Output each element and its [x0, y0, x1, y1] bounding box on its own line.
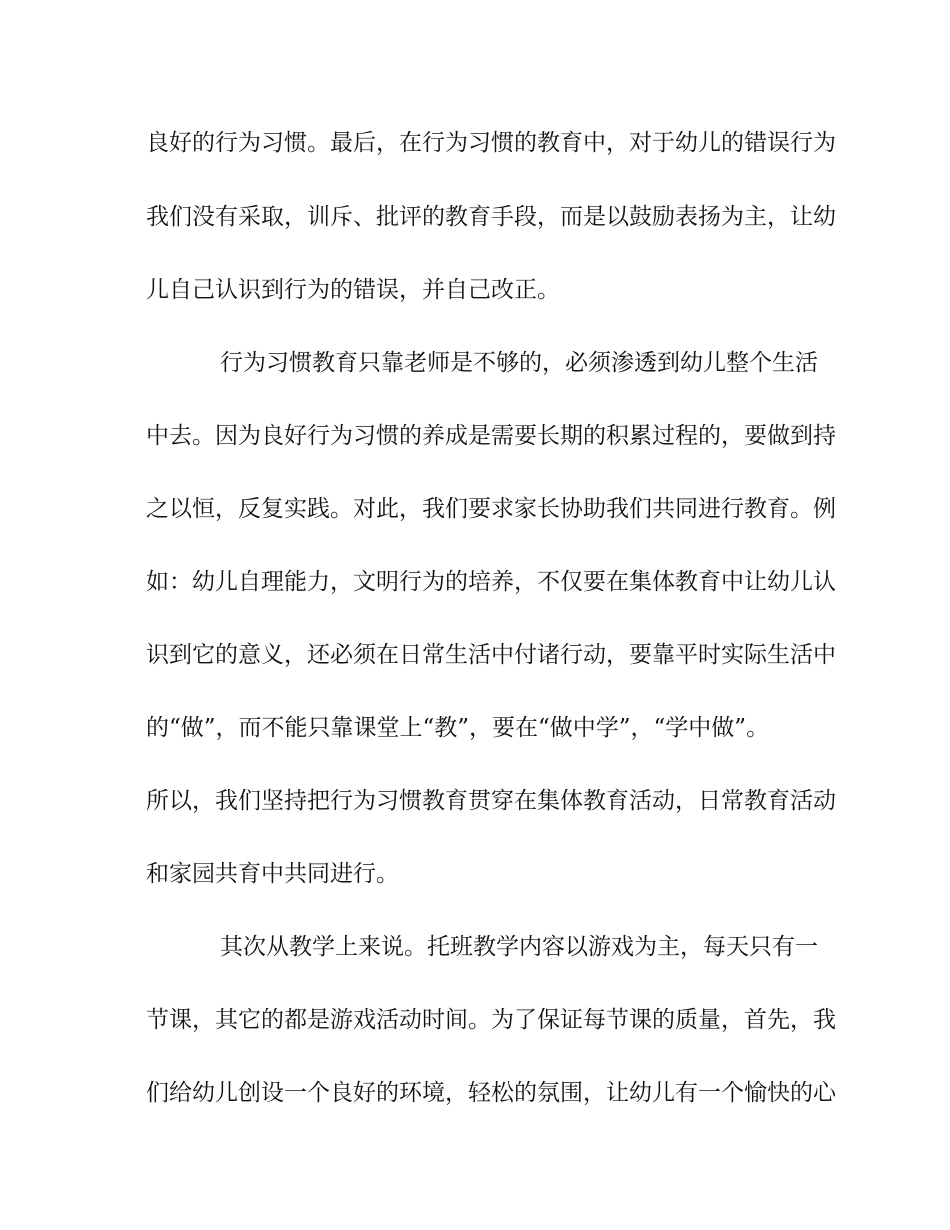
- paragraph-line: 我们没有采取，训斥、批评的教育手段，而是以鼓励表扬为主，让幼: [146, 204, 836, 230]
- paragraph-line: 之以恒，反复实践。对此，我们要求家长协助我们共同进行教育。例: [146, 496, 836, 522]
- paragraph-line: 其次从教学上来说。托班教学内容以游戏为主，每天只有一: [220, 934, 818, 960]
- paragraph-line: 所以，我们坚持把行为习惯教育贯穿在集体教育活动，日常教育活动: [146, 788, 836, 814]
- paragraph-line: 识到它的意义，还必须在日常生活中付诸行动，要靠平时实际生活中: [146, 642, 836, 668]
- paragraph-line: 良好的行为习惯。最后，在行为习惯的教育中，对于幼儿的错误行为: [146, 130, 836, 156]
- paragraph-line: 和家园共育中共同进行。: [146, 861, 399, 887]
- paragraph-line: 们给幼儿创设一个良好的环境，轻松的氛围，让幼儿有一个愉快的心: [146, 1080, 836, 1106]
- paragraph-line: 中去。因为良好行为习惯的养成是需要长期的积累过程的，要做到持: [146, 423, 836, 449]
- paragraph-line: 行为习惯教育只靠老师是不够的，必须渗透到幼儿整个生活: [220, 350, 818, 376]
- paragraph-line: 节课，其它的都是游戏活动时间。为了保证每节课的质量，首先，我: [146, 1007, 836, 1033]
- paragraph-line: 的“做”，而不能只靠课堂上“教”，要在“做中学”，“学中做”。: [146, 715, 770, 741]
- paragraph-line: 如：幼儿自理能力，文明行为的培养，不仅要在集体教育中让幼儿认: [146, 569, 836, 595]
- paragraph-line: 儿自己认识到行为的错误，并自己改正。: [146, 277, 560, 303]
